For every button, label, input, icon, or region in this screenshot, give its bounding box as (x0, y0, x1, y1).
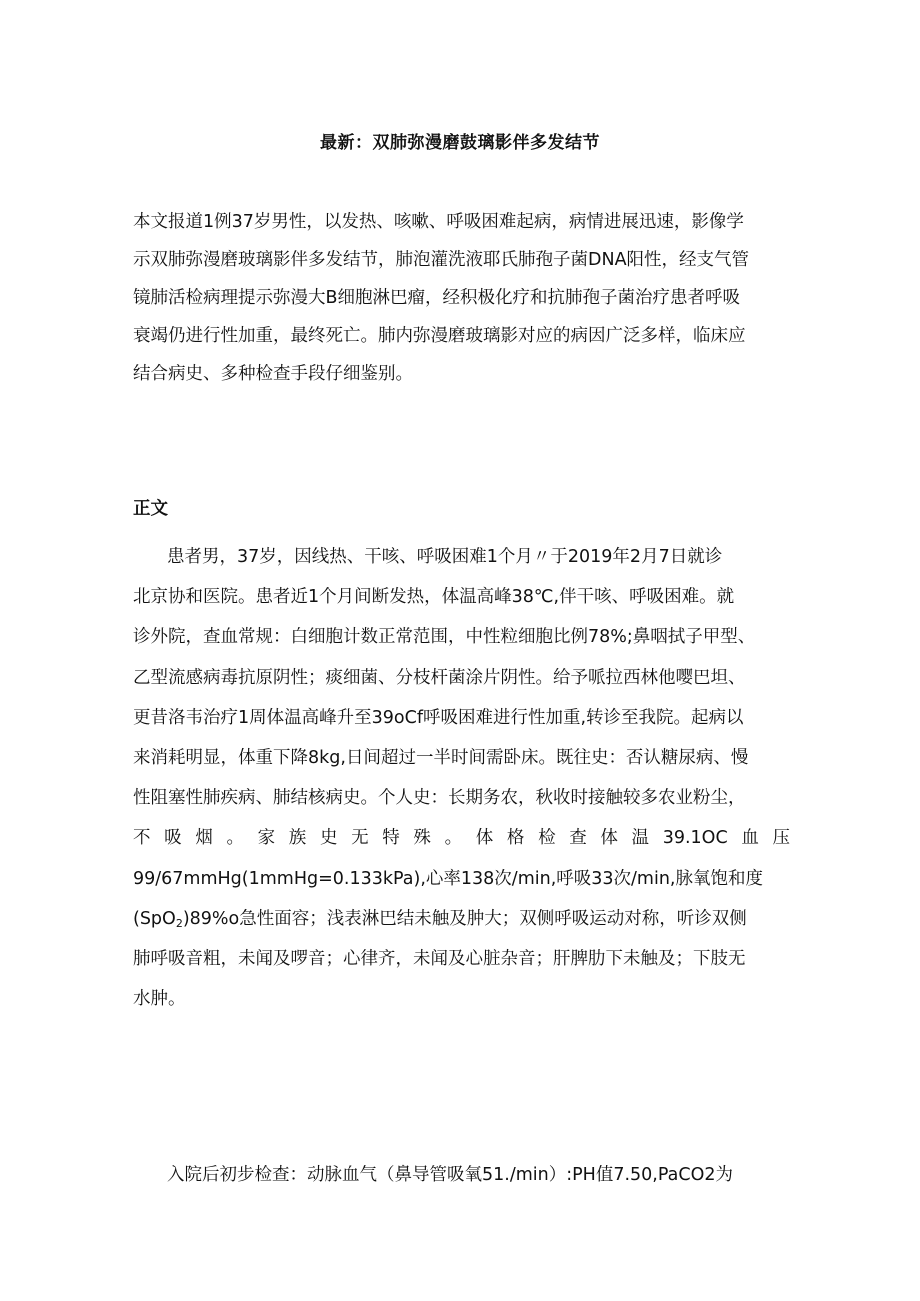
body-line-spo2 (133, 899, 813, 939)
body-line: 肺呼吸音粗，未闻及啰音；心律齐，未闻及心脏杂音；肝脾肋下未触及；下肢无 (133, 948, 746, 969)
spo2-prefix: (SpO (133, 908, 176, 929)
abstract-line: 镜肺活检病理提示弥漫大B细胞淋巴瘤，经积极化疗和抗肺孢子菌治疗患者呼吸 (133, 288, 741, 308)
abstract-line: 本文报道1例37岁男性，以发热、咳嗽、呼吸困难起病，病情进展迅速，影像学 (133, 212, 744, 232)
abstract-paragraph (133, 203, 793, 393)
body-line: 不吸烟。家族史无特殊。体格检查体温39.1OC血压 (133, 828, 790, 849)
spo2-subscript: 2 (175, 916, 183, 930)
section-heading: 正文 (133, 499, 168, 519)
followup-line: 入院后初步检查：动脉血气（鼻导管吸氧51./min）:PH值7.50,PaCO2为 (167, 1165, 733, 1185)
abstract-line: 示双肺弥漫磨玻璃影伴多发结节，肺泡灌洗液耶氏肺孢子菌DNA阳性，经支气管 (133, 250, 750, 270)
abstract-line: 衰竭仍进行性加重，最终死亡。肺内弥漫磨玻璃影对应的病因广泛多样，临床应 (133, 326, 746, 346)
body-line: 患者男，37岁，因线热、干咳、呼吸困难1个月〃于2019年2月7日就诊 (167, 547, 723, 567)
followup-paragraph (133, 1156, 813, 1194)
body-line: 性阻塞性肺疾病、肺结核病史。个人史：长期务农，秋收时接触较多农业粉尘， (133, 788, 746, 809)
document-title: 最新：双肺弥漫磨鼓璃影伴多发结节 (320, 133, 600, 153)
body-line: 更昔洛韦治疗1周体温高峰升至39oCf呼吸困难进行性加重,转诊至我院。起病以 (133, 707, 744, 728)
body-paragraph (133, 537, 813, 1019)
spo2-suffix: )89%o急性面容；浅表淋巴结未触及肿大；双侧呼吸运动对称，听诊双侧 (182, 908, 747, 929)
body-line: 99/67mmHg(1mmHg=0.133kPa),心率138次/min,呼吸33次/min,脉氧饱和度 (133, 868, 763, 889)
body-line: 水肿。 (133, 989, 186, 1010)
body-line: 来消耗明显，体重下降8kg,日间超过一半时间需卧床。既往史：否认糖尿病、慢 (133, 747, 749, 768)
body-line: 乙型流感病毒抗原阴性；痰细菌、分枝杆菌涂片阴性。给予哌拉西林他嘤巴坦、 (133, 667, 746, 688)
body-line: 北京协和医院。患者近1个月间断发热，体温高峰38℃,伴干咳、呼吸困难。就 (133, 587, 735, 608)
abstract-line: 结合病史、多种检查手段仔细鉴别。 (133, 364, 413, 384)
body-line: 诊外院，查血常规：白细胞计数正常范围，中性粒细胞比例78%;鼻咽拭子甲型、 (133, 627, 756, 648)
